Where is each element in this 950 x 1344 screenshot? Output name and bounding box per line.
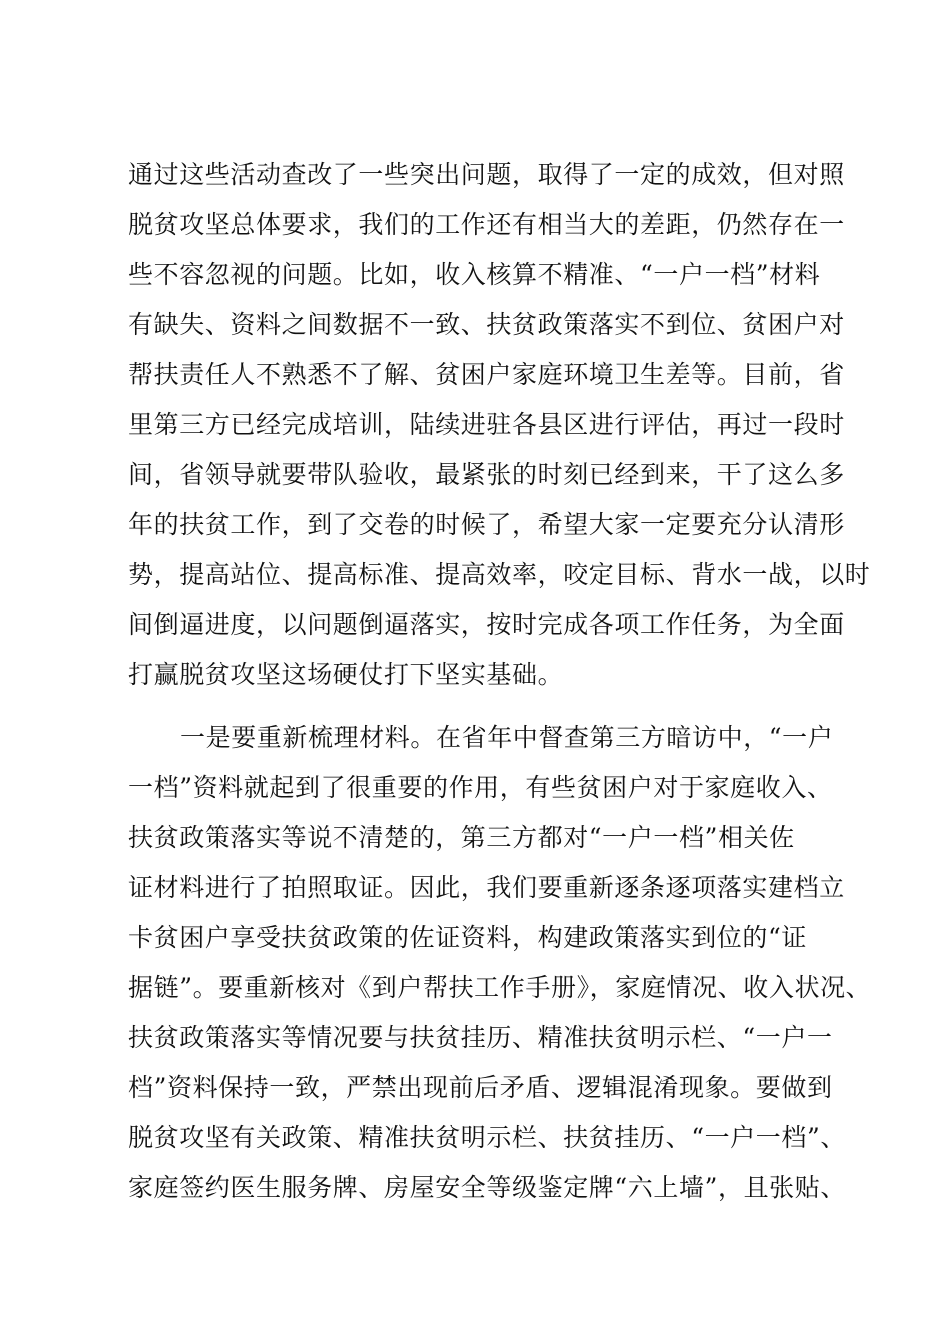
paragraph-1 [128,150,871,700]
paragraph-line: 档”资料保持一致，严禁出现前后矛盾、逻辑混淆现象。要做到 [128,1073,833,1102]
paragraph-line: 家庭签约医生服务牌、房屋安全等级鉴定牌“六上墙”，且张贴、 [128,1173,846,1202]
paragraph-line: 一档”资料就起到了很重要的作用，有些贫困户对于家庭收入、 [128,773,833,802]
paragraph-line: 年的扶贫工作，到了交卷的时候了，希望大家一定要充分认清形 [128,510,845,539]
paragraph-line: 有缺失、资料之间数据不一致、扶贫政策落实不到位、贫困户对 [128,310,845,339]
paragraph-line: 些不容忽视的问题。比如，收入核算不精准、“一户一档”材料 [128,260,821,289]
paragraph-2 [128,713,872,1213]
paragraph-line: 证材料进行了拍照取证。因此，我们要重新逐条逐项落实建档立 [128,873,845,902]
paragraph-line: 间倒逼进度，以问题倒逼落实，按时完成各项工作任务，为全面 [128,610,845,639]
paragraph-line: 扶贫政策落实等情况要与扶贫挂历、精准扶贫明示栏、“一户一 [128,1023,833,1052]
paragraph-line: 间，省领导就要带队验收，最紧张的时刻已经到来，干了这么多 [128,460,845,489]
paragraph-line: 据链”。要重新核对《到户帮扶工作手册》，家庭情况、收入状况、 [128,973,872,1002]
paragraph-line: 通过这些活动查改了一些突出问题，取得了一定的成效，但对照 [128,160,845,189]
paragraph-line: 一是要重新梳理材料。在省年中督查第三方暗访中，“一户 [180,723,834,752]
paragraph-line: 扶贫政策落实等说不清楚的，第三方都对“一户一档”相关佐 [128,823,795,852]
paragraph-line: 脱贫攻坚有关政策、精准扶贫明示栏、扶贫挂历、“一户一档”、 [128,1123,846,1152]
paragraph-line: 帮扶责任人不熟悉不了解、贫困户家庭环境卫生差等。目前，省 [128,360,845,389]
paragraph-line: 势，提高站位、提高标准、提高效率，咬定目标、背水一战，以时 [128,560,871,589]
paragraph-line: 里第三方已经完成培训，陆续进驻各县区进行评估，再过一段时 [128,410,845,439]
paragraph-line: 打赢脱贫攻坚这场硬仗打下坚实基础。 [128,660,564,689]
paragraph-line: 脱贫攻坚总体要求，我们的工作还有相当大的差距，仍然存在一 [128,210,845,239]
paragraph-line: 卡贫困户享受扶贫政策的佐证资料，构建政策落实到位的“证 [128,923,807,952]
